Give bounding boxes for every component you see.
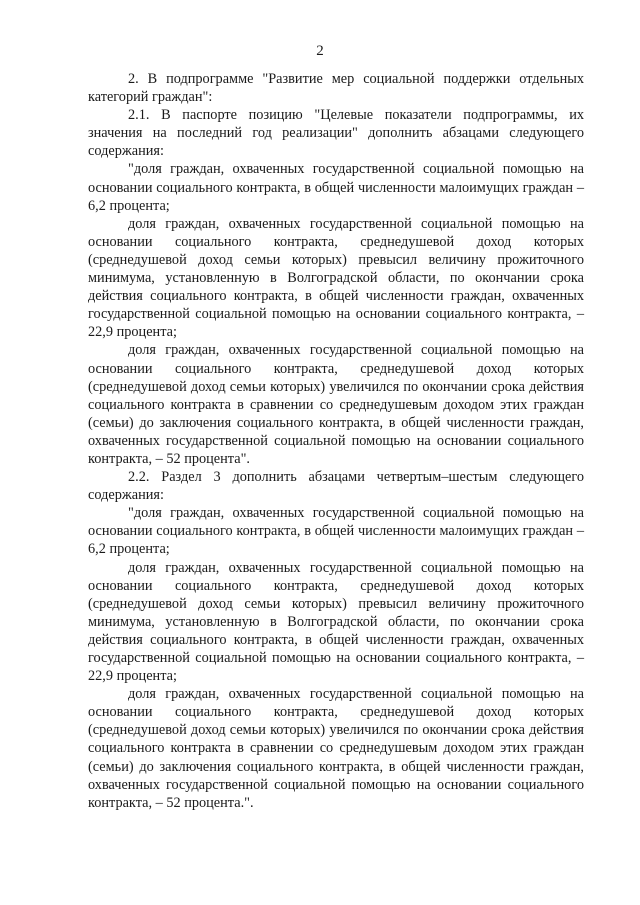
paragraph-indicator-3: доля граждан, охваченных государственной социальной помощью на основании социального контракта, среднедушевой доход которых (среднедушевой доход семьи которых) увеличился по окончании срока действия социального контракта в сравнении со среднедушевым доходом этих граждан (семьи) до заключения социального контракта, в общей численности граждан, охваченных государственной социальной помощью на основании социального контракта, – 52 процента". [88,342,584,467]
paragraph-indicator-1: "доля граждан, охваченных государственной социальной помощью на основании социального контракта, в общей численности малоимущих граждан – 6,2 процента; [88,161,584,214]
document-body [88,70,584,812]
paragraph-indicator-2: доля граждан, охваченных государственной социальной помощью на основании социального контракта, среднедушевой доход которых (среднедушевой доход семьи которых) превысил величину прожиточного минимума, установленную в Волгоградской области, по окончании срока действия социального контракта, в общей численности граждан, охваченных государственной социальной помощью на основании социального контракта, – 22,9 процента; [88,215,584,341]
paragraph-section3-indicator-1: "доля граждан, охваченных государственной социальной помощью на основании социального контракта, в общей численности малоимущих граждан – 6,2 процента; [88,505,584,558]
paragraph-subprogram-heading: 2. В подпрограмме "Развитие мер социальной поддержки отдельных категорий граждан": [88,71,584,106]
paragraph-section3-indicator-2: доля граждан, охваченных государственной социальной помощью на основании социального контракта, среднедушевой доход которых (среднедушевой доход семьи которых) превысил величину прожиточного минимума, установленную в Волгоградской области, по окончании срока действия социального контракта, в общей численности граждан, охваченных государственной социальной помощью на основании социального контракта, – 22,9 процента; [88,559,584,685]
paragraph-item-2-1: 2.1. В паспорте позицию "Целевые показатели подпрограммы, их значения на последний год реализации" дополнить абзацами следующего содержания: [88,107,584,160]
paragraph-section3-indicator-3: доля граждан, охваченных государственной социальной помощью на основании социального контракта, среднедушевой доход которых (среднедушевой доход семьи которых) увеличился по окончании срока действия социального контракта в сравнении со среднедушевым доходом этих граждан (семьи) до заключения социального контракта, в общей численности граждан, охваченных государственной социальной помощью на основании социального контракта, – 52 процента.". [88,686,584,811]
page-number: 2 [316,43,324,59]
paragraph-item-2-2: 2.2. Раздел 3 дополнить абзацами четвертым–шестым следующего содержания: [88,469,584,504]
